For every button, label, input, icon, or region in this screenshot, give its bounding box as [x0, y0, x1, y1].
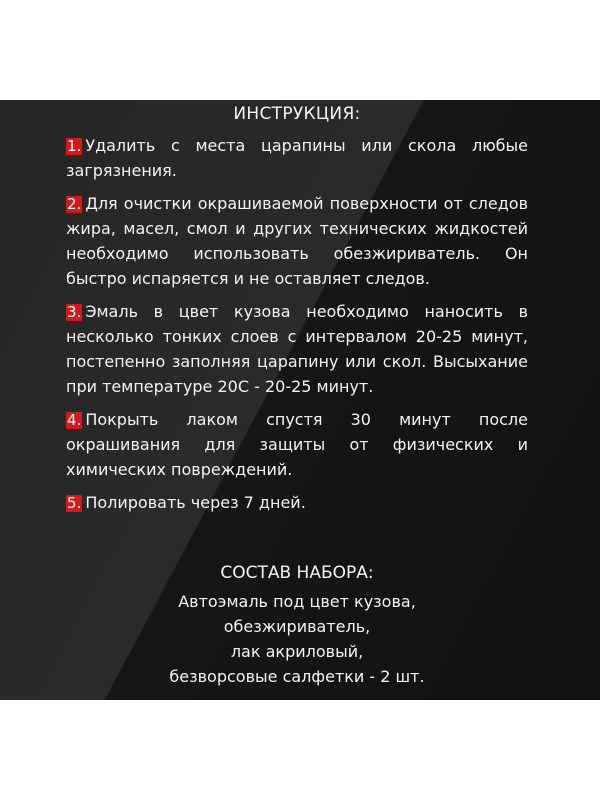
- step-text: Полировать через 7 дней.: [85, 493, 306, 512]
- step-number: 5.: [67, 494, 82, 512]
- step-number: 2.: [67, 195, 82, 213]
- instruction-heading: ИНСТРУКЦИЯ:: [233, 104, 361, 124]
- instruction-content: [66, 100, 528, 689]
- kit-item: лак акриловый,: [230, 642, 364, 661]
- step-5: [66, 490, 528, 515]
- step-number: 1.: [67, 137, 82, 155]
- step-number: 3.: [67, 303, 82, 321]
- step-text: Эмаль в цвет кузова необходимо наносить в несколько тонких слоев с интервалом 20-25 минут, постепенно заполняя царапину или скол. Высыхание при температуре 20С - 20-25 минут.: [66, 302, 528, 396]
- step-4: [66, 407, 528, 482]
- step-text: Покрыть лаком спустя 30 минут после окрашивания для защиты от физических и химических повреждений.: [66, 410, 528, 479]
- kit-item: безворсовые салфетки - 2 шт.: [169, 667, 425, 686]
- step-2: [66, 191, 528, 291]
- kit-item: обезжириватель,: [223, 617, 371, 636]
- step-3: [66, 299, 528, 399]
- step-number: 4.: [67, 411, 82, 429]
- step-1: [66, 133, 528, 183]
- step-text: Для очистки окрашиваемой поверхности от следов жира, масел, смол и других технических жидкостей необходимо использовать обезжириватель. Он быстро испаряется и не оставляет следов.: [66, 194, 528, 288]
- kit-title: СОСТАВ НАБОРА:: [220, 563, 374, 583]
- kit-item: Автоэмаль под цвет кузова,: [178, 592, 416, 611]
- instruction-panel: [0, 100, 600, 700]
- step-text: Удалить с места царапины или скола любые загрязнения.: [66, 136, 528, 180]
- kit-contents: [66, 561, 528, 689]
